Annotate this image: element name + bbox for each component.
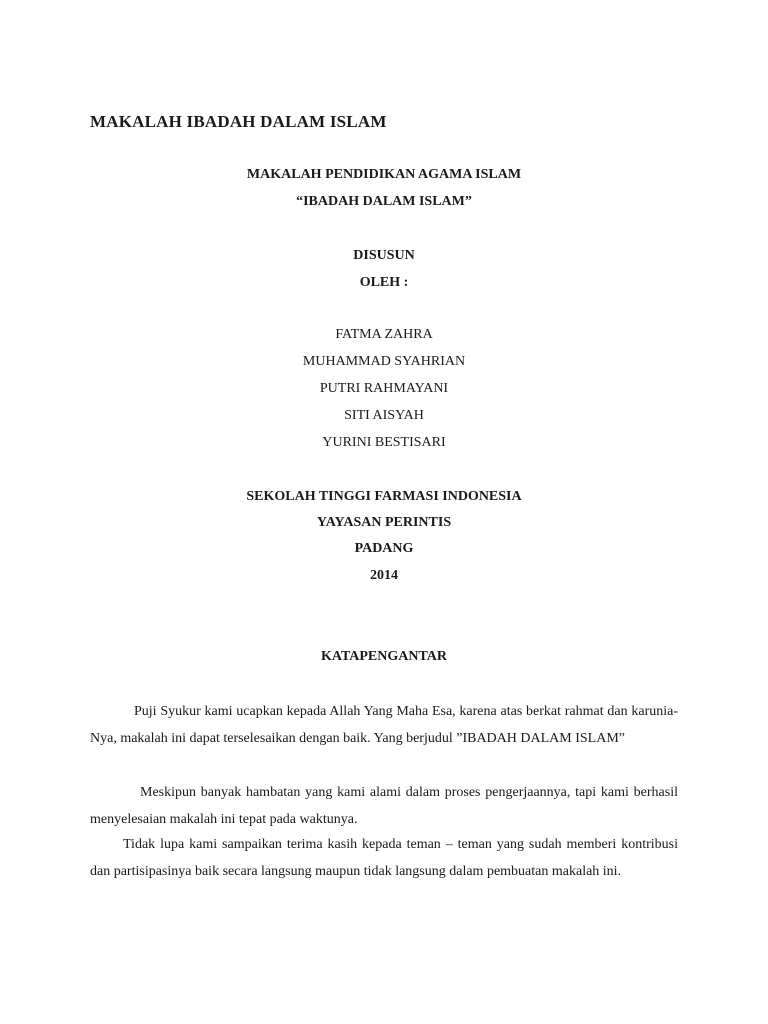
author-name: SITI AISYAH <box>344 408 424 423</box>
section-heading: KATAPENGANTAR <box>321 649 447 664</box>
cover-line-1: MAKALAH PENDIDIKAN AGAMA ISLAM <box>246 167 522 182</box>
author-name: FATMA ZAHRA <box>335 327 433 342</box>
body-paragraph: Tidak lupa kami sampaikan terima kasih kepada teman – teman yang sudah memberi kontribusi dan partisipasinya baik secara langsung maupun tidak langsung dalam pembuatan makalah ini. <box>90 837 678 879</box>
city-name: PADANG <box>354 541 414 556</box>
body-paragraph: Puji Syukur kami ucapkan kepada Allah Yang Maha Esa, karena atas berkat rahmat dan karunia-Nya, makalah ini dapat terselesaikan dengan baik. Yang berjudul ”IBADAH DALAM ISLAM” <box>90 704 678 746</box>
institution-name: SEKOLAH TINGGI FARMASI INDONESIA <box>246 489 522 504</box>
oleh-label: OLEH : <box>359 275 409 290</box>
foundation-name: YAYASAN PERINTIS <box>316 515 452 530</box>
author-name: PUTRI RAHMAYANI <box>319 381 449 396</box>
year: 2014 <box>370 568 398 583</box>
author-name: MUHAMMAD SYAHRIAN <box>302 354 466 369</box>
author-name: YURINI BESTISARI <box>322 435 446 450</box>
disusun-label: DISUSUN <box>353 248 415 263</box>
document-title: MAKALAH IBADAH DALAM ISLAM <box>90 112 387 131</box>
body-paragraph: Meskipun banyak hambatan yang kami alami dalam proses pengerjaannya, tapi kami berhasil menyelesaian makalah ini tepat pada waktunya. <box>90 785 678 827</box>
cover-line-2: “IBADAH DALAM ISLAM” <box>296 194 472 209</box>
